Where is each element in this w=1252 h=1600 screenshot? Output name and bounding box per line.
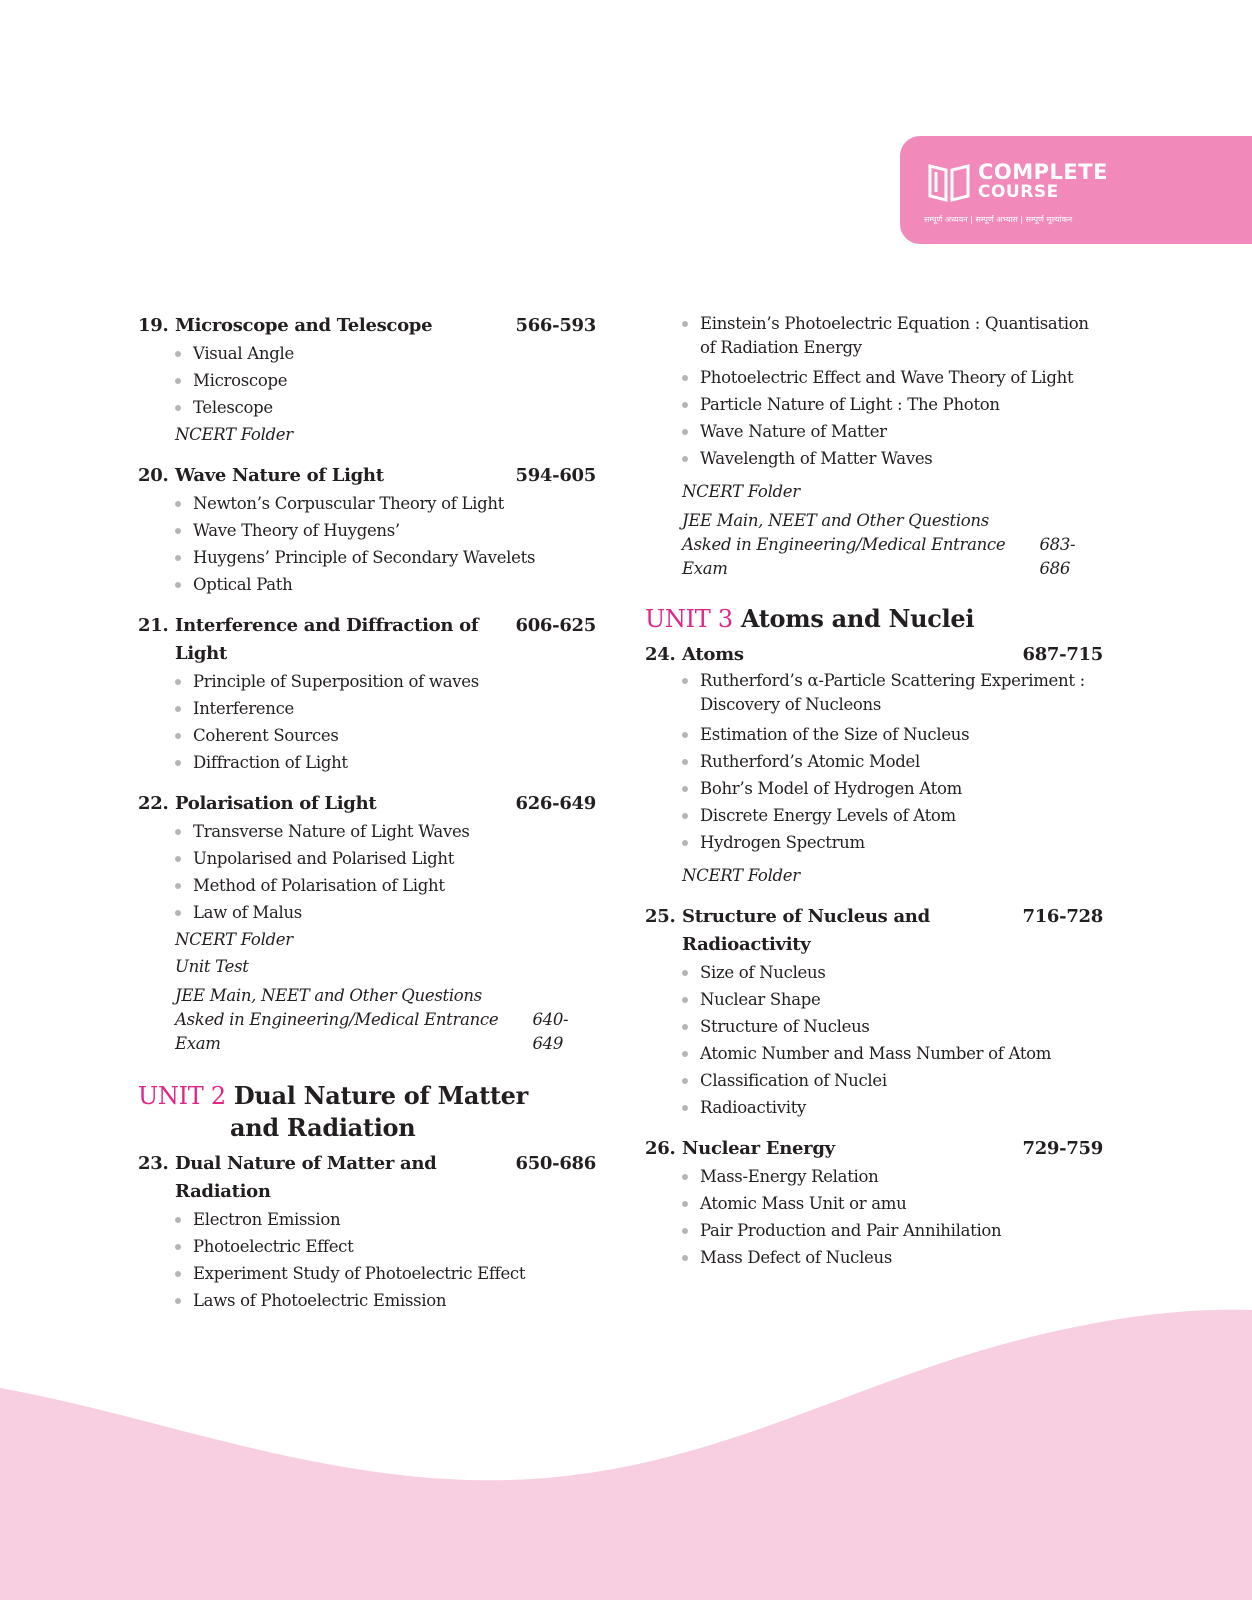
topic-item: Interference [175,695,596,722]
topic-list [138,668,596,776]
chapter-23 [138,1150,596,1314]
topic-item: Particle Nature of Light : The Photon [682,391,1103,418]
topic-item: Radioactivity [682,1094,1103,1121]
topic-item: Experiment Study of Photoelectric Effect [175,1260,596,1287]
logo-line1: COMPLETE [978,160,1108,184]
chapter-title: Atoms [682,644,744,665]
chapter-heading[interactable] [138,1150,596,1206]
topic-item: Principle of Superposition of waves [175,668,596,695]
chapter-title: Structure of Nucleus and Radioactivity [682,906,930,955]
questions-line1: JEE Main, NEET and Other Questions [175,986,482,1005]
chapter-heading[interactable] [138,312,596,340]
topic-item: Nuclear Shape [682,986,1103,1013]
chapter-number: 22. [138,793,169,814]
unit-label: UNIT 2 [138,1082,226,1110]
chapter-title: Interference and Diffraction of Light [175,615,479,664]
topic-item: Einstein’s Photoelectric Equation : Quantisation of Radiation Energy [682,312,1103,364]
chapter-number: 26. [645,1138,676,1159]
chapter-number: 24. [645,644,676,665]
chapter-number: 21. [138,615,169,636]
unit-title: Atoms and Nuclei [740,604,975,633]
chapter-heading[interactable] [138,462,596,490]
topic-item: Diffraction of Light [175,749,596,776]
entrance-questions [645,509,1103,581]
unit-3-heading [645,603,1103,635]
chapter-heading[interactable] [645,641,1103,669]
questions-line2: Asked in Engineering/Medical Entrance Exam [175,1010,499,1053]
chapter-pages: 626-649 [515,793,596,814]
chapter-heading[interactable] [138,790,596,818]
topic-item: Estimation of the Size of Nucleus [682,721,1103,748]
topic-item: Discrete Energy Levels of Atom [682,802,1103,829]
chapter-pages: 566-593 [515,315,596,336]
topic-item: Atomic Number and Mass Number of Atom [682,1040,1103,1067]
topic-item: Rutherford’s Atomic Model [682,748,1103,775]
complete-course-logo [900,136,1252,244]
chapter-25 [645,903,1103,1121]
chapter-21 [138,612,596,776]
topic-item: Transverse Nature of Light Waves [175,818,596,845]
chapter-24 [645,641,1103,889]
unit-title-line2: and Radiation [230,1113,416,1142]
questions-line2: Asked in Engineering/Medical Entrance Exam [682,535,1006,578]
chapter-title: Wave Nature of Light [175,465,384,486]
chapter-heading[interactable] [138,612,596,668]
topic-item: Atomic Mass Unit or amu [682,1190,1103,1217]
chapter-pages: 716-728 [1022,906,1103,927]
topic-item: Method of Polarisation of Light [175,872,596,899]
chapter-20 [138,462,596,598]
topic-item: Wave Theory of Huygens’ [175,517,596,544]
chapter-title: Polarisation of Light [175,793,377,814]
topic-item: Electron Emission [175,1206,596,1233]
ncert-folder: NCERT Folder [682,866,800,885]
questions-pages: 640-649 [532,1010,569,1053]
unit-label: UNIT 3 [645,605,733,633]
logo-line2: COURSE [978,182,1059,202]
chapter-heading[interactable] [645,903,1103,959]
chapter-number: 19. [138,315,169,336]
topic-item: Rutherford’s α-Particle Scattering Experiment : Discovery of Nucleons [682,669,1103,721]
chapter-number: 25. [645,906,676,927]
toc-right-column [645,312,1103,1285]
chapter-22 [138,790,596,1056]
topic-list [645,1163,1103,1271]
topic-list [138,818,596,926]
topic-list [138,490,596,598]
topic-list [645,959,1103,1121]
ncert-folder: NCERT Folder [682,482,800,501]
chapter-pages: 594-605 [515,465,596,486]
topic-item: Law of Malus [175,899,596,926]
topic-item: Photoelectric Effect [175,1233,596,1260]
topic-list [645,669,1103,856]
chapter-pages: 729-759 [1022,1138,1103,1159]
topic-item: Visual Angle [175,340,596,367]
topic-item: Newton’s Corpuscular Theory of Light [175,490,596,517]
chapter-title: Microscope and Telescope [175,315,433,336]
topic-item: Bohr’s Model of Hydrogen Atom [682,775,1103,802]
questions-pages: 683-686 [1039,535,1076,578]
topic-item: Telescope [175,394,596,421]
logo-tagline: सम्पूर्ण अध्ययन | सम्पूर्ण अभ्यास | सम्पूर्ण मूल्यांकन [924,215,1073,224]
unit-test: Unit Test [175,957,249,976]
topic-item: Pair Production and Pair Annihilation [682,1217,1103,1244]
topic-item: Structure of Nucleus [682,1013,1103,1040]
chapter-number: 20. [138,465,169,486]
chapter-23-continued [645,312,1103,581]
topic-item: Coherent Sources [175,722,596,749]
topic-item: Mass Defect of Nucleus [682,1244,1103,1271]
topic-item: Wave Nature of Matter [682,418,1103,445]
book-icon [926,162,972,202]
topic-item: Unpolarised and Polarised Light [175,845,596,872]
topic-item: Size of Nucleus [682,959,1103,986]
topic-item: Microscope [175,367,596,394]
topic-list [138,1206,596,1314]
unit-title: Dual Nature of Matter [233,1081,528,1110]
topic-item: Mass-Energy Relation [682,1163,1103,1190]
chapter-pages: 606-625 [515,615,596,636]
questions-line1: JEE Main, NEET and Other Questions [682,511,989,530]
topic-item: Hydrogen Spectrum [682,829,1103,856]
chapter-title: Dual Nature of Matter and Radiation [175,1153,437,1202]
chapter-19 [138,312,596,448]
chapter-heading[interactable] [645,1135,1103,1163]
chapter-26 [645,1135,1103,1271]
topic-item: Laws of Photoelectric Emission [175,1287,596,1314]
toc-left-column [138,312,596,1328]
topic-item: Optical Path [175,571,596,598]
unit-2-heading [138,1080,596,1144]
chapter-number: 23. [138,1153,169,1174]
chapter-title: Nuclear Energy [682,1138,835,1159]
entrance-questions [138,984,596,1056]
ncert-folder: NCERT Folder [175,425,293,444]
chapter-pages: 687-715 [1022,644,1103,665]
topic-list [645,312,1103,472]
topic-item: Photoelectric Effect and Wave Theory of Light [682,364,1103,391]
chapter-pages: 650-686 [515,1153,596,1174]
ncert-folder: NCERT Folder [175,930,293,949]
topic-list [138,340,596,421]
topic-item: Huygens’ Principle of Secondary Wavelets [175,544,596,571]
topic-item: Wavelength of Matter Waves [682,445,1103,472]
topic-item: Classification of Nuclei [682,1067,1103,1094]
